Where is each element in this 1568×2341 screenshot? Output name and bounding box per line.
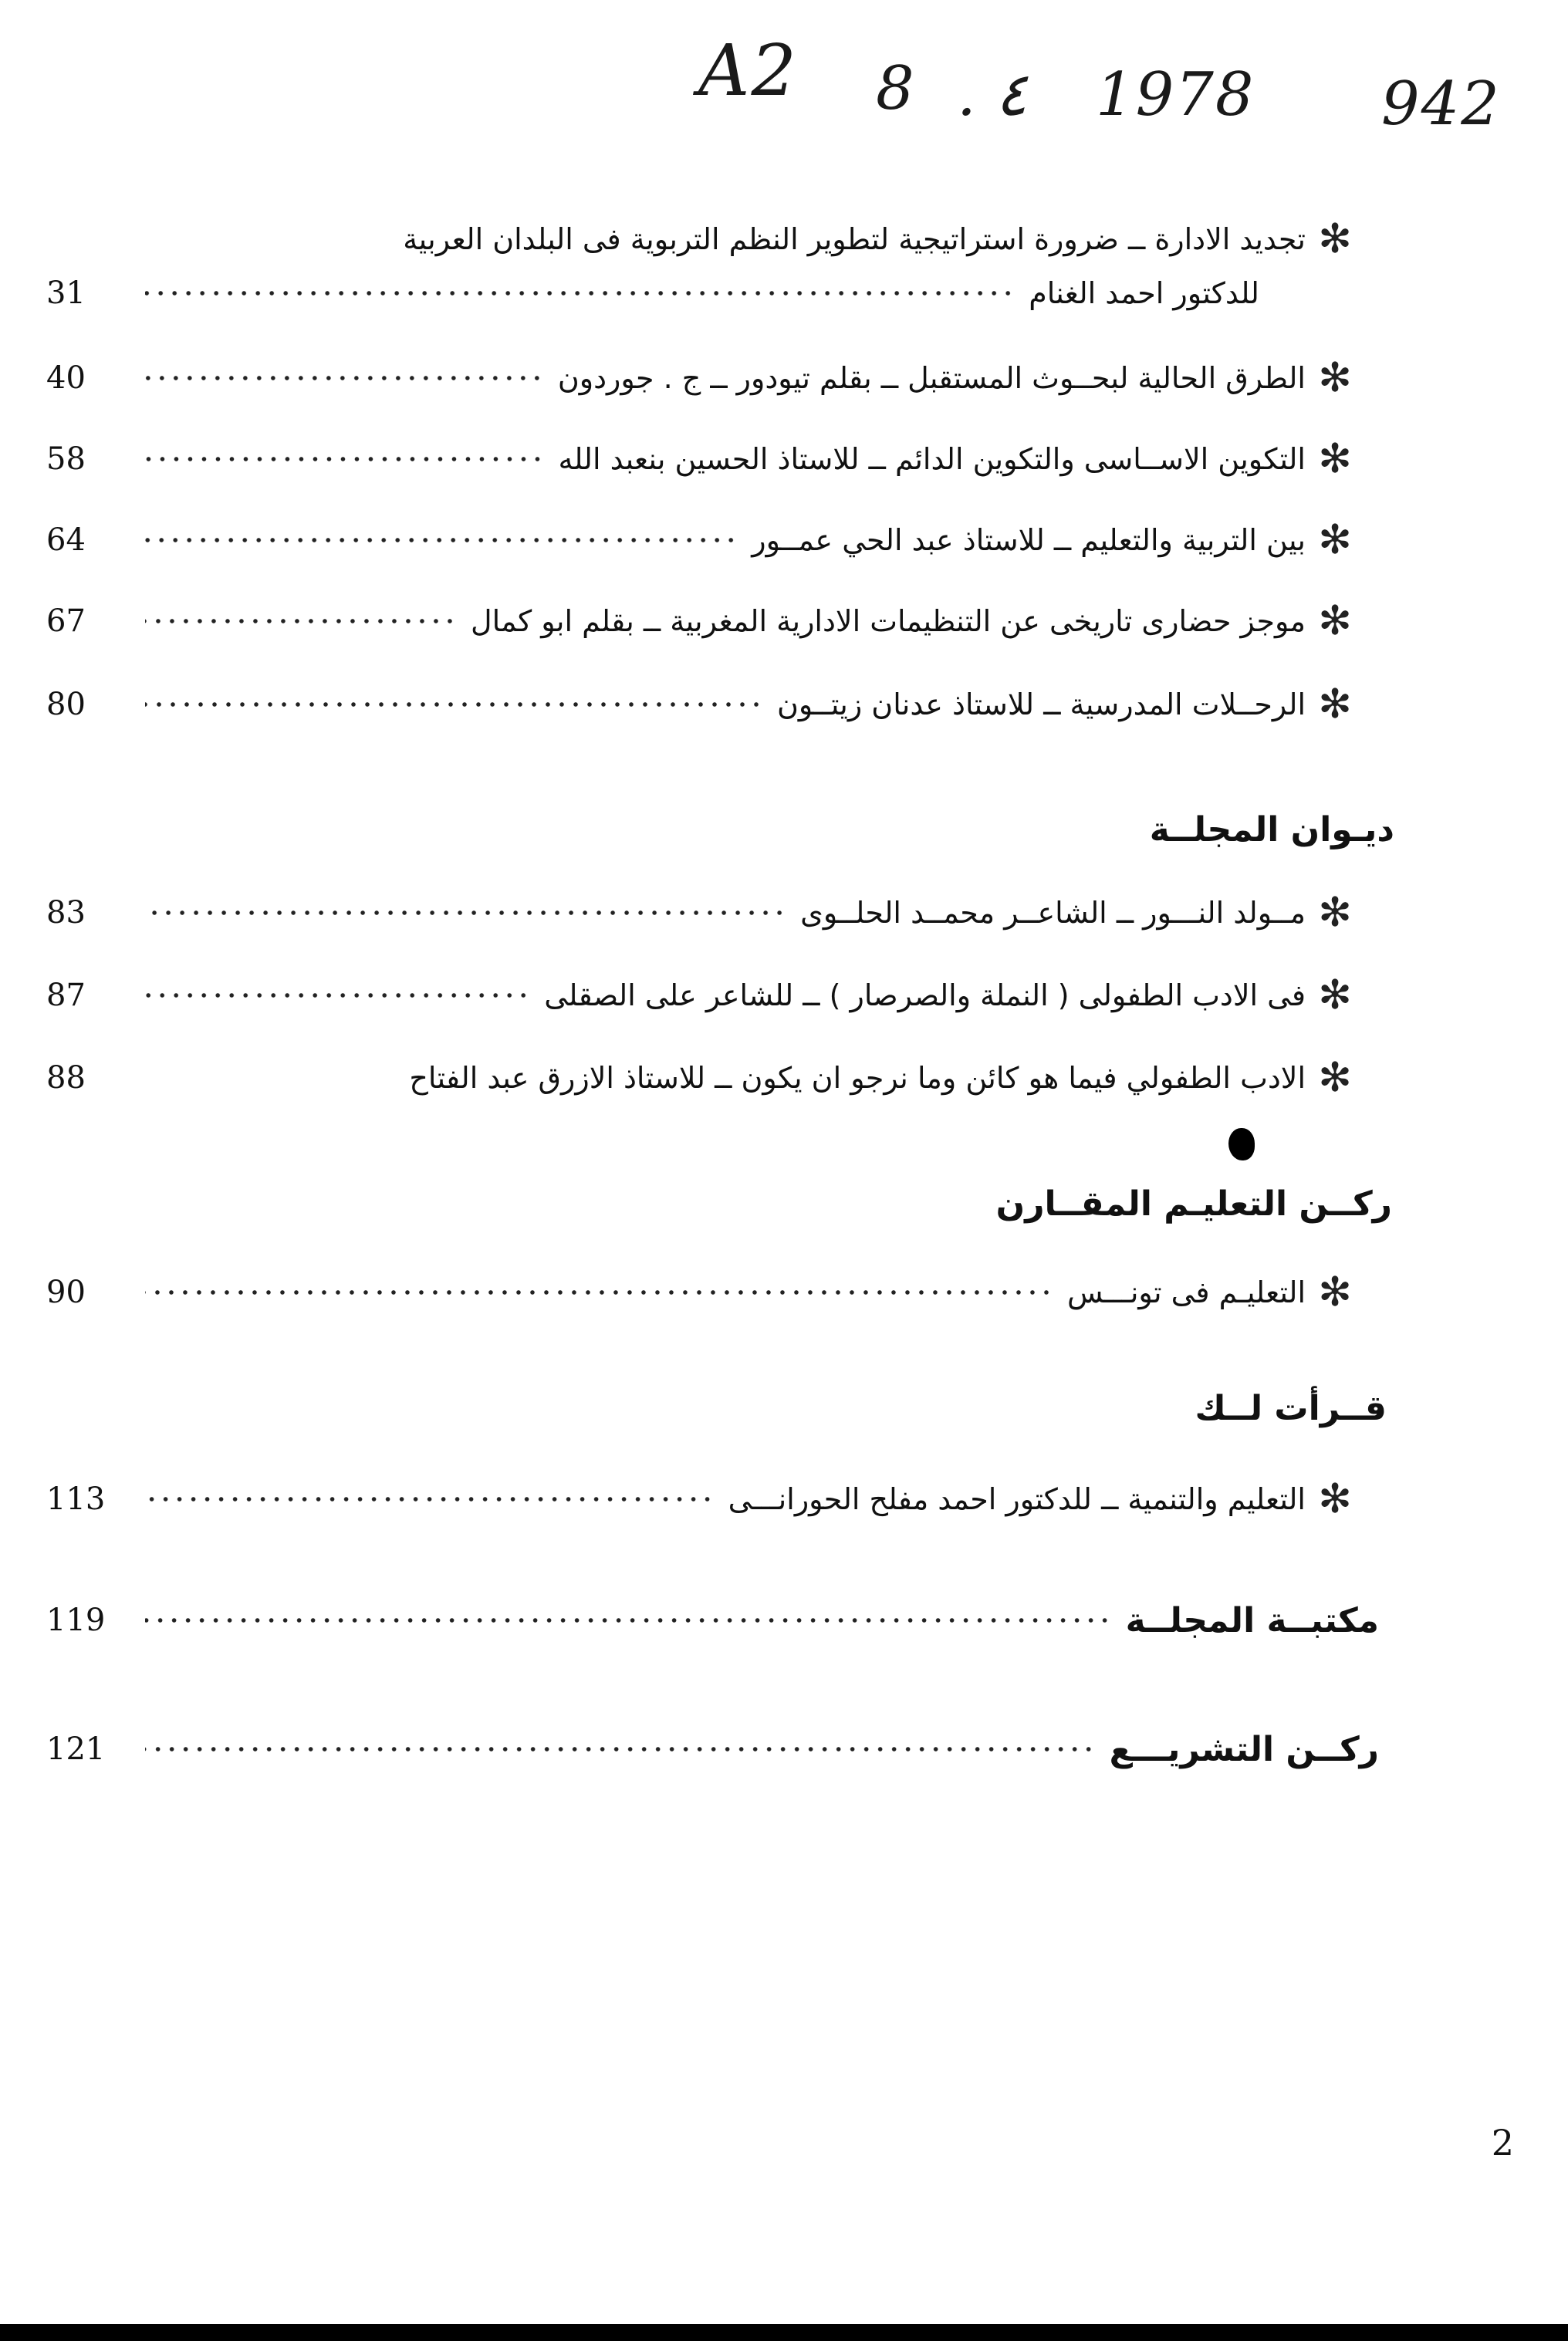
handwritten-date-month: . ٤ bbox=[957, 60, 1028, 130]
entry-page: 90 bbox=[46, 1275, 86, 1310]
entry-title: الطرق الحالية لبحــوث المستقبل ــ بقلم تيودور ــ ج . جوردون bbox=[557, 361, 1306, 395]
toc-entry bbox=[46, 351, 1358, 405]
entry-title: تجديد الادارة ــ ضرورة استراتيجية لتطوير النظم التربوية فى البلدان العربية bbox=[403, 222, 1306, 256]
leader-dots bbox=[145, 1289, 1053, 1295]
entry-page: 119 bbox=[46, 1603, 106, 1638]
entry-page: 31 bbox=[46, 275, 86, 311]
entry-page: 40 bbox=[46, 360, 86, 396]
leader-dots bbox=[145, 537, 738, 543]
toc-entry bbox=[46, 886, 1358, 940]
entry-title: فى الادب الطفولى ( النملة والصرصار ) ــ للشاعر على الصقلى bbox=[544, 978, 1306, 1012]
leader-dots bbox=[145, 992, 530, 998]
toc-entry bbox=[46, 968, 1358, 1022]
toc-entry bbox=[46, 1051, 1358, 1105]
ink-blot bbox=[1228, 1128, 1255, 1160]
section-heading-comparative: ركــن التعليـم المقــارن bbox=[995, 1184, 1392, 1224]
toc-entry bbox=[46, 513, 1358, 567]
asterisk-icon: ✻ bbox=[1318, 1476, 1352, 1522]
toc-entry bbox=[46, 594, 1358, 648]
toc-entry bbox=[46, 432, 1358, 486]
toc-entry bbox=[46, 1472, 1358, 1526]
handwritten-code: A2 bbox=[698, 29, 798, 112]
entry-author: للدكتور احمد الغنام bbox=[1029, 276, 1259, 310]
section-heading-library: مكتبــة المجلــة bbox=[1125, 1600, 1379, 1640]
scan-edge-bar bbox=[0, 2324, 1568, 2341]
leader-dots bbox=[145, 1496, 715, 1502]
toc-entry-continuation bbox=[46, 266, 1358, 320]
leader-dots bbox=[145, 910, 786, 916]
leader-dots bbox=[145, 290, 1015, 296]
entry-page: 64 bbox=[46, 522, 86, 558]
asterisk-icon: ✻ bbox=[1318, 681, 1352, 728]
entry-title: مــولد النـــور ــ الشاعــر محمــد الحلــوى bbox=[800, 896, 1306, 930]
section-heading-diwan: ديـوان المجلــة bbox=[1149, 810, 1394, 850]
asterisk-icon: ✻ bbox=[1318, 1055, 1352, 1101]
asterisk-icon: ✻ bbox=[1318, 598, 1352, 644]
entry-page: 83 bbox=[46, 895, 86, 931]
toc-entry bbox=[46, 212, 1358, 266]
toc-section-legislation bbox=[46, 1722, 1385, 1776]
entry-page: 88 bbox=[46, 1060, 86, 1096]
entry-title: التعليم والتنمية ــ للدكتور احمد مفلح الحورانـــى bbox=[728, 1482, 1306, 1516]
asterisk-icon: ✻ bbox=[1318, 890, 1352, 936]
handwritten-date-day: 8 bbox=[876, 54, 916, 123]
leader-dots bbox=[145, 1617, 1112, 1623]
leader-dots bbox=[145, 456, 544, 462]
section-heading-legislation: ركــن التشريـــع bbox=[1109, 1729, 1379, 1769]
asterisk-icon: ✻ bbox=[1318, 436, 1352, 482]
asterisk-icon: ✻ bbox=[1318, 972, 1352, 1018]
entry-title: بين التربية والتعليم ــ للاستاذ عبد الحي عمــور bbox=[752, 523, 1306, 557]
entry-page: 67 bbox=[46, 603, 86, 639]
leader-dots bbox=[145, 1746, 1096, 1752]
entry-page: 58 bbox=[46, 441, 86, 477]
entry-title: التكوين الاســاسى والتكوين الدائم ــ للاستاذ الحسين بنعبد الله bbox=[558, 442, 1306, 476]
leader-dots bbox=[145, 618, 457, 624]
entry-page: 113 bbox=[46, 1481, 106, 1517]
toc-entry bbox=[46, 677, 1358, 731]
section-heading-readings: قــرأت لــك bbox=[1195, 1389, 1387, 1428]
page-number: 2 bbox=[1491, 2122, 1514, 2164]
leader-dots bbox=[145, 375, 544, 381]
asterisk-icon: ✻ bbox=[1318, 216, 1352, 262]
asterisk-icon: ✻ bbox=[1318, 355, 1352, 401]
asterisk-icon: ✻ bbox=[1318, 1269, 1352, 1316]
entry-title: الرحــلات المدرسية ــ للاستاذ عدنان زيتــون bbox=[777, 687, 1306, 721]
handwritten-date-year: 1978 bbox=[1096, 60, 1255, 130]
entry-title: موجز حضارى تاريخى عن التنظيمات الادارية المغربية ــ بقلم ابو كمال bbox=[470, 604, 1306, 638]
asterisk-icon: ✻ bbox=[1318, 517, 1352, 563]
leader-dots bbox=[145, 701, 763, 708]
toc-entry bbox=[46, 1265, 1358, 1319]
entry-page: 87 bbox=[46, 978, 86, 1013]
entry-page: 80 bbox=[46, 687, 86, 722]
entry-title: الادب الطفولي فيما هو كائن وما نرجو ان يكون ــ للاستاذ الازرق عبد الفتاح bbox=[409, 1061, 1306, 1095]
entry-page: 121 bbox=[46, 1731, 106, 1767]
toc-section-library bbox=[46, 1593, 1385, 1647]
handwritten-file-no: 942 bbox=[1381, 69, 1501, 139]
entry-title: التعليـم فى تونـــس bbox=[1066, 1275, 1306, 1309]
